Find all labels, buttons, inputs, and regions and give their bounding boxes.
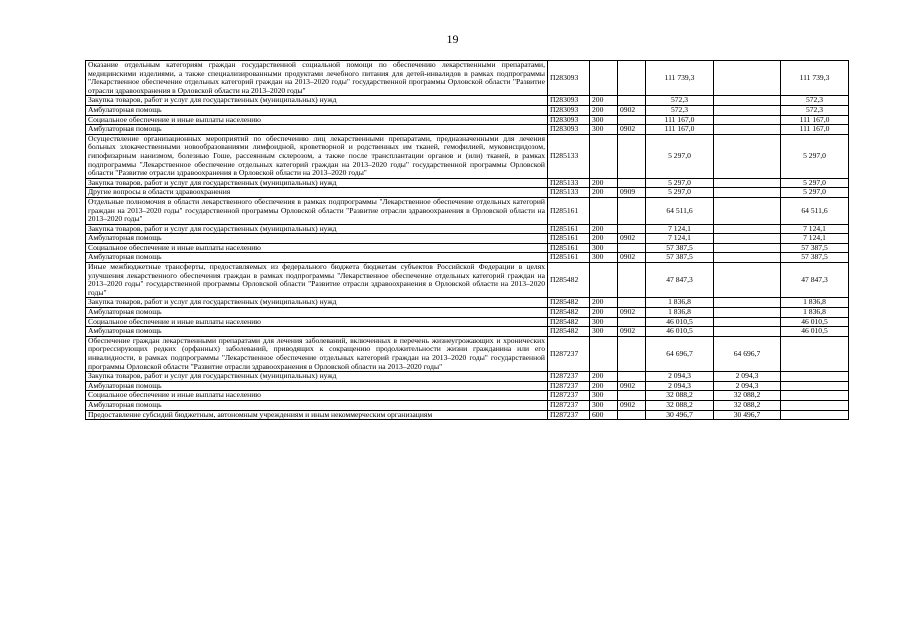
row-name-cell: Социальное обеспечение и иные выплаты населению xyxy=(86,317,548,327)
target-code-cell: П285482 xyxy=(548,317,590,327)
amount-federal-cell xyxy=(714,178,781,188)
section-code-cell: 0902 xyxy=(618,253,646,263)
amount-total-cell: 46 010,5 xyxy=(646,327,714,337)
section-code-cell xyxy=(618,224,646,234)
target-code-cell: П285161 xyxy=(548,253,590,263)
amount-federal-cell: 32 088,2 xyxy=(714,400,781,410)
table-row xyxy=(86,96,849,106)
amount-regional-cell: 111 739,3 xyxy=(781,61,849,96)
amount-total-cell: 2 094,3 xyxy=(646,381,714,391)
target-code-cell: П287237 xyxy=(548,372,590,382)
amount-federal-cell xyxy=(714,125,781,135)
table-row xyxy=(86,400,849,410)
target-code-cell: П287237 xyxy=(548,336,590,371)
amount-total-cell: 572,3 xyxy=(646,105,714,115)
section-code-cell xyxy=(618,197,646,224)
table-row xyxy=(86,336,849,371)
amount-federal-cell xyxy=(714,115,781,125)
row-name-cell: Социальное обеспечение и иные выплаты населению xyxy=(86,115,548,125)
target-code-cell: П283093 xyxy=(548,115,590,125)
section-code-cell xyxy=(618,263,646,298)
amount-total-cell: 32 088,2 xyxy=(646,400,714,410)
table-row xyxy=(86,61,849,96)
amount-total-cell: 1 836,8 xyxy=(646,298,714,308)
target-code-cell: П287237 xyxy=(548,410,590,420)
amount-federal-cell xyxy=(714,298,781,308)
amount-total-cell: 32 088,2 xyxy=(646,391,714,401)
row-name-cell: Амбулаторная помощь xyxy=(86,234,548,244)
amount-total-cell: 30 496,7 xyxy=(646,410,714,420)
table-row xyxy=(86,134,849,178)
amount-federal-cell xyxy=(714,224,781,234)
expense-type-cell: 200 xyxy=(590,298,618,308)
amount-total-cell: 57 387,5 xyxy=(646,253,714,263)
amount-federal-cell xyxy=(714,105,781,115)
budget-table xyxy=(85,60,849,420)
expense-type-cell: 200 xyxy=(590,188,618,198)
target-code-cell: П283093 xyxy=(548,125,590,135)
section-code-cell xyxy=(618,336,646,371)
row-name-cell: Закупка товаров, работ и услуг для государственных (муниципальных) нужд xyxy=(86,224,548,234)
amount-total-cell: 57 387,5 xyxy=(646,243,714,253)
expense-type-cell: 300 xyxy=(590,327,618,337)
amount-total-cell: 572,3 xyxy=(646,96,714,106)
table-row xyxy=(86,115,849,125)
row-name-cell: Закупка товаров, работ и услуг для государственных (муниципальных) нужд xyxy=(86,178,548,188)
row-name-cell: Осуществление организационных мероприятий по обеспечению лиц лекарственными препаратами, предназначенными для лечения больных злокачественными новообразованиями лимфоидной, кроветворной и родственных им тканей, гемофилией, муковисцидозом, гипофизарным нанизмом, болезнью Гоше, рассеянным склерозом, а также после трансплантации органов и (или) тканей, в рамках подпрограммы "Лекарственное обеспечение отдельных категорий граждан на 2013–2020 годы" государственной программы Орловской области "Развитие отрасли здравоохранения в Орловской области на 2013–2020 годы" xyxy=(86,134,548,178)
row-name-cell: Амбулаторная помощь xyxy=(86,308,548,318)
amount-total-cell: 2 094,3 xyxy=(646,372,714,382)
amount-total-cell: 5 297,0 xyxy=(646,178,714,188)
amount-regional-cell xyxy=(781,336,849,371)
amount-federal-cell xyxy=(714,327,781,337)
target-code-cell: П287237 xyxy=(548,400,590,410)
target-code-cell: П285482 xyxy=(548,263,590,298)
target-code-cell: П285482 xyxy=(548,298,590,308)
amount-federal-cell: 32 088,2 xyxy=(714,391,781,401)
target-code-cell: П285161 xyxy=(548,224,590,234)
amount-federal-cell xyxy=(714,234,781,244)
amount-regional-cell: 1 836,8 xyxy=(781,298,849,308)
expense-type-cell: 200 xyxy=(590,381,618,391)
amount-federal-cell: 2 094,3 xyxy=(714,372,781,382)
amount-regional-cell: 47 847,3 xyxy=(781,263,849,298)
amount-federal-cell xyxy=(714,243,781,253)
section-code-cell xyxy=(618,134,646,178)
row-name-cell: Социальное обеспечение и иные выплаты населению xyxy=(86,391,548,401)
table-row xyxy=(86,197,849,224)
amount-total-cell: 111 167,0 xyxy=(646,115,714,125)
amount-total-cell: 1 836,8 xyxy=(646,308,714,318)
row-name-cell: Закупка товаров, работ и услуг для государственных (муниципальных) нужд xyxy=(86,298,548,308)
row-name-cell: Предоставление субсидий бюджетным, автономным учреждениям и иным некоммерческим организациям xyxy=(86,410,548,420)
row-name-cell: Амбулаторная помощь xyxy=(86,400,548,410)
target-code-cell: П285133 xyxy=(548,178,590,188)
section-code-cell xyxy=(618,96,646,106)
expense-type-cell: 300 xyxy=(590,253,618,263)
amount-regional-cell: 57 387,5 xyxy=(781,253,849,263)
section-code-cell: 0902 xyxy=(618,400,646,410)
section-code-cell: 0909 xyxy=(618,188,646,198)
expense-type-cell: 300 xyxy=(590,317,618,327)
section-code-cell: 0902 xyxy=(618,381,646,391)
row-name-cell: Амбулаторная помощь xyxy=(86,327,548,337)
expense-type-cell xyxy=(590,197,618,224)
target-code-cell: П287237 xyxy=(548,381,590,391)
table-row xyxy=(86,125,849,135)
amount-total-cell: 64 696,7 xyxy=(646,336,714,371)
row-name-cell: Амбулаторная помощь xyxy=(86,125,548,135)
amount-federal-cell xyxy=(714,188,781,198)
section-code-cell: 0902 xyxy=(618,125,646,135)
section-code-cell xyxy=(618,115,646,125)
section-code-cell: 0902 xyxy=(618,105,646,115)
section-code-cell: 0902 xyxy=(618,234,646,244)
amount-regional-cell: 1 836,8 xyxy=(781,308,849,318)
table-row xyxy=(86,224,849,234)
expense-type-cell: 300 xyxy=(590,400,618,410)
amount-regional-cell: 57 387,5 xyxy=(781,243,849,253)
target-code-cell: П283093 xyxy=(548,61,590,96)
expense-type-cell: 300 xyxy=(590,115,618,125)
table-row xyxy=(86,234,849,244)
section-code-cell xyxy=(618,178,646,188)
row-name-cell: Обеспечение граждан лекарственными препаратами для лечения заболеваний, включенных в перечень жизнеугрожающих и хронических прогрессирующих редких (орфанных) заболеваний, приводящих к сокращению продолжительности жизни гражданина или его инвалидности, в рамках подпрограммы "Лекарственное обеспечение отдельных категорий граждан на 2013–2020 годы" государственной программы Орловской области "Развитие отрасли здравоохранения в Орловской области на 2013–2020 годы" xyxy=(86,336,548,371)
target-code-cell: П285133 xyxy=(548,134,590,178)
target-code-cell: П287237 xyxy=(548,391,590,401)
amount-total-cell: 64 511,6 xyxy=(646,197,714,224)
table-row xyxy=(86,178,849,188)
target-code-cell: П285161 xyxy=(548,243,590,253)
row-name-cell: Амбулаторная помощь xyxy=(86,253,548,263)
amount-federal-cell xyxy=(714,134,781,178)
amount-regional-cell xyxy=(781,372,849,382)
expense-type-cell: 200 xyxy=(590,96,618,106)
amount-regional-cell: 7 124,1 xyxy=(781,234,849,244)
budget-table-body xyxy=(86,61,849,420)
section-code-cell xyxy=(618,410,646,420)
table-row xyxy=(86,391,849,401)
amount-total-cell: 7 124,1 xyxy=(646,234,714,244)
amount-regional-cell xyxy=(781,381,849,391)
amount-total-cell: 47 847,3 xyxy=(646,263,714,298)
target-code-cell: П285161 xyxy=(548,234,590,244)
amount-federal-cell xyxy=(714,253,781,263)
table-row xyxy=(86,327,849,337)
section-code-cell xyxy=(618,317,646,327)
table-row xyxy=(86,263,849,298)
row-name-cell: Иные межбюджетные трансферты, предоставляемых из федерального бюджета бюджетам субъектов Российской Федерации в целях улучшения лекарственного обеспечения граждан в рамках подпрограммы "Лекарственное обеспечение отдельных категорий граждан на 2013–2020 годы" государственной программы Орловской области "Развитие отрасли здравоохранения в Орловской области на 2013–2020 годы" xyxy=(86,263,548,298)
amount-federal-cell xyxy=(714,61,781,96)
expense-type-cell: 200 xyxy=(590,224,618,234)
target-code-cell: П285482 xyxy=(548,327,590,337)
row-name-cell: Другие вопросы в области здравоохранения xyxy=(86,188,548,198)
amount-federal-cell: 64 696,7 xyxy=(714,336,781,371)
amount-federal-cell: 30 496,7 xyxy=(714,410,781,420)
row-name-cell: Амбулаторная помощь xyxy=(86,381,548,391)
expense-type-cell: 300 xyxy=(590,243,618,253)
expense-type-cell xyxy=(590,336,618,371)
amount-federal-cell xyxy=(714,263,781,298)
target-code-cell: П283093 xyxy=(548,96,590,106)
amount-regional-cell: 111 167,0 xyxy=(781,115,849,125)
section-code-cell xyxy=(618,243,646,253)
amount-total-cell: 5 297,0 xyxy=(646,134,714,178)
target-code-cell: П285133 xyxy=(548,188,590,198)
table-row xyxy=(86,243,849,253)
row-name-cell: Амбулаторная помощь xyxy=(86,105,548,115)
expense-type-cell: 200 xyxy=(590,178,618,188)
table-row xyxy=(86,381,849,391)
section-code-cell: 0902 xyxy=(618,327,646,337)
row-name-cell: Оказание отдельным категориям граждан государственной социальной помощи по обеспечению лекарственными препаратами, медицинскими изделиями, а также специализированными продуктами лечебного питания для детей-инвалидов в рамках подпрограммы "Лекарственное обеспечение отдельных категорий граждан на 2013–2020 годы" государственной программы Орловской области "Развитие отрасли здравоохранения в Орловской области на 2013–2020 годы" xyxy=(86,61,548,96)
amount-federal-cell xyxy=(714,96,781,106)
page-number: 19 xyxy=(446,32,459,46)
target-code-cell: П285161 xyxy=(548,197,590,224)
amount-regional-cell: 64 511,6 xyxy=(781,197,849,224)
row-name-cell: Отдельные полномочия в области лекарственного обеспечения в рамках подпрограммы "Лекарственное обеспечение отдельных категорий граждан на 2013–2020 годы" государственной программы Орловской области "Развитие отрасли здравоохранения в Орловской области на 2013–2020 годы" xyxy=(86,197,548,224)
expense-type-cell: 200 xyxy=(590,372,618,382)
amount-regional-cell: 572,3 xyxy=(781,96,849,106)
amount-regional-cell: 5 297,0 xyxy=(781,188,849,198)
table-row xyxy=(86,372,849,382)
table-row xyxy=(86,317,849,327)
amount-total-cell: 5 297,0 xyxy=(646,188,714,198)
amount-federal-cell xyxy=(714,197,781,224)
table-row xyxy=(86,308,849,318)
amount-regional-cell xyxy=(781,410,849,420)
amount-total-cell: 7 124,1 xyxy=(646,224,714,234)
section-code-cell: 0902 xyxy=(618,308,646,318)
expense-type-cell: 200 xyxy=(590,105,618,115)
table-row xyxy=(86,253,849,263)
amount-federal-cell xyxy=(714,308,781,318)
target-code-cell: П285482 xyxy=(548,308,590,318)
expense-type-cell xyxy=(590,134,618,178)
row-name-cell: Закупка товаров, работ и услуг для государственных (муниципальных) нужд xyxy=(86,372,548,382)
amount-regional-cell xyxy=(781,391,849,401)
amount-regional-cell: 572,3 xyxy=(781,105,849,115)
amount-regional-cell: 5 297,0 xyxy=(781,134,849,178)
section-code-cell xyxy=(618,61,646,96)
expense-type-cell: 600 xyxy=(590,410,618,420)
amount-total-cell: 46 010,5 xyxy=(646,317,714,327)
expense-type-cell: 300 xyxy=(590,125,618,135)
table-row xyxy=(86,410,849,420)
amount-total-cell: 111 739,3 xyxy=(646,61,714,96)
amount-regional-cell: 46 010,5 xyxy=(781,317,849,327)
amount-total-cell: 111 167,0 xyxy=(646,125,714,135)
amount-regional-cell: 5 297,0 xyxy=(781,178,849,188)
section-code-cell xyxy=(618,391,646,401)
expense-type-cell: 300 xyxy=(590,391,618,401)
amount-regional-cell: 46 010,5 xyxy=(781,327,849,337)
table-row xyxy=(86,105,849,115)
section-code-cell xyxy=(618,298,646,308)
expense-type-cell xyxy=(590,61,618,96)
target-code-cell: П283093 xyxy=(548,105,590,115)
row-name-cell: Закупка товаров, работ и услуг для государственных (муниципальных) нужд xyxy=(86,96,548,106)
amount-regional-cell: 111 167,0 xyxy=(781,125,849,135)
table-row xyxy=(86,188,849,198)
table-row xyxy=(86,298,849,308)
row-name-cell: Социальное обеспечение и иные выплаты населению xyxy=(86,243,548,253)
expense-type-cell xyxy=(590,263,618,298)
amount-federal-cell: 2 094,3 xyxy=(714,381,781,391)
expense-type-cell: 200 xyxy=(590,308,618,318)
amount-regional-cell xyxy=(781,400,849,410)
amount-federal-cell xyxy=(714,317,781,327)
section-code-cell xyxy=(618,372,646,382)
expense-type-cell: 200 xyxy=(590,234,618,244)
amount-regional-cell: 7 124,1 xyxy=(781,224,849,234)
